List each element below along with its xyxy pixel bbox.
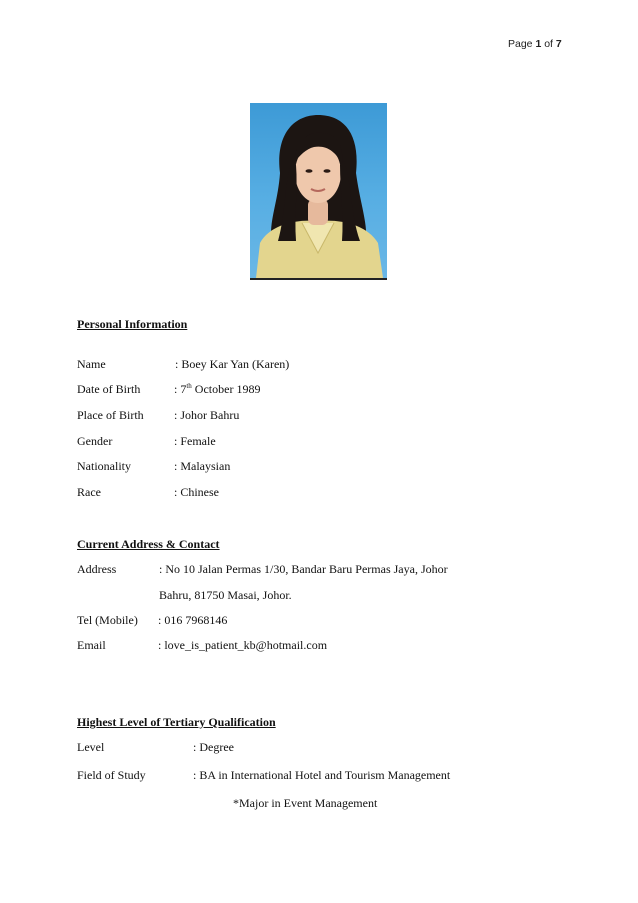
pob-label: Place of Birth [77,408,144,422]
gender-label: Gender [77,434,113,448]
name-value: : Boey Kar Yan (Karen) [175,357,290,371]
nationality-value: : Malaysian [174,459,231,473]
personal-information-heading: Personal Information [77,317,188,331]
level-value: : Degree [193,740,234,754]
address-contact-heading: Current Address & Contact [77,537,220,551]
level-label: Level [77,740,105,754]
race-label: Race [77,485,101,499]
field-label: Field of Study [77,768,146,782]
dob-value: : 7th October 1989 [174,382,261,396]
portrait-icon [250,103,387,278]
qualification-heading: Highest Level of Tertiary Qualification [77,715,276,729]
gender-value: : Female [174,434,216,448]
email-label: Email [77,638,106,652]
portrait-photo [250,103,387,280]
address-line2: Bahru, 81750 Masai, Johor. [159,588,292,602]
page-total: 7 [555,38,562,50]
tel-value: : 016 7968146 [158,613,228,627]
major-note: *Major in Event Management [233,796,378,810]
field-value: : BA in International Hotel and Tourism Management [193,768,451,782]
race-value: : Chinese [174,485,219,499]
tel-label: Tel (Mobile) [77,613,138,627]
page-current: 1 [535,38,542,50]
dob-label: Date of Birth [77,382,141,396]
address-label: Address [77,562,117,576]
pob-value: : Johor Bahru [174,408,240,422]
name-label: Name [77,357,106,371]
page-number: Page 1 of 7 [508,38,562,50]
email-value: : love_is_patient_kb@hotmail.com [158,638,328,652]
address-line1: : No 10 Jalan Permas 1/30, Bandar Baru Permas Jaya, Johor [159,562,448,576]
nationality-label: Nationality [77,459,131,473]
